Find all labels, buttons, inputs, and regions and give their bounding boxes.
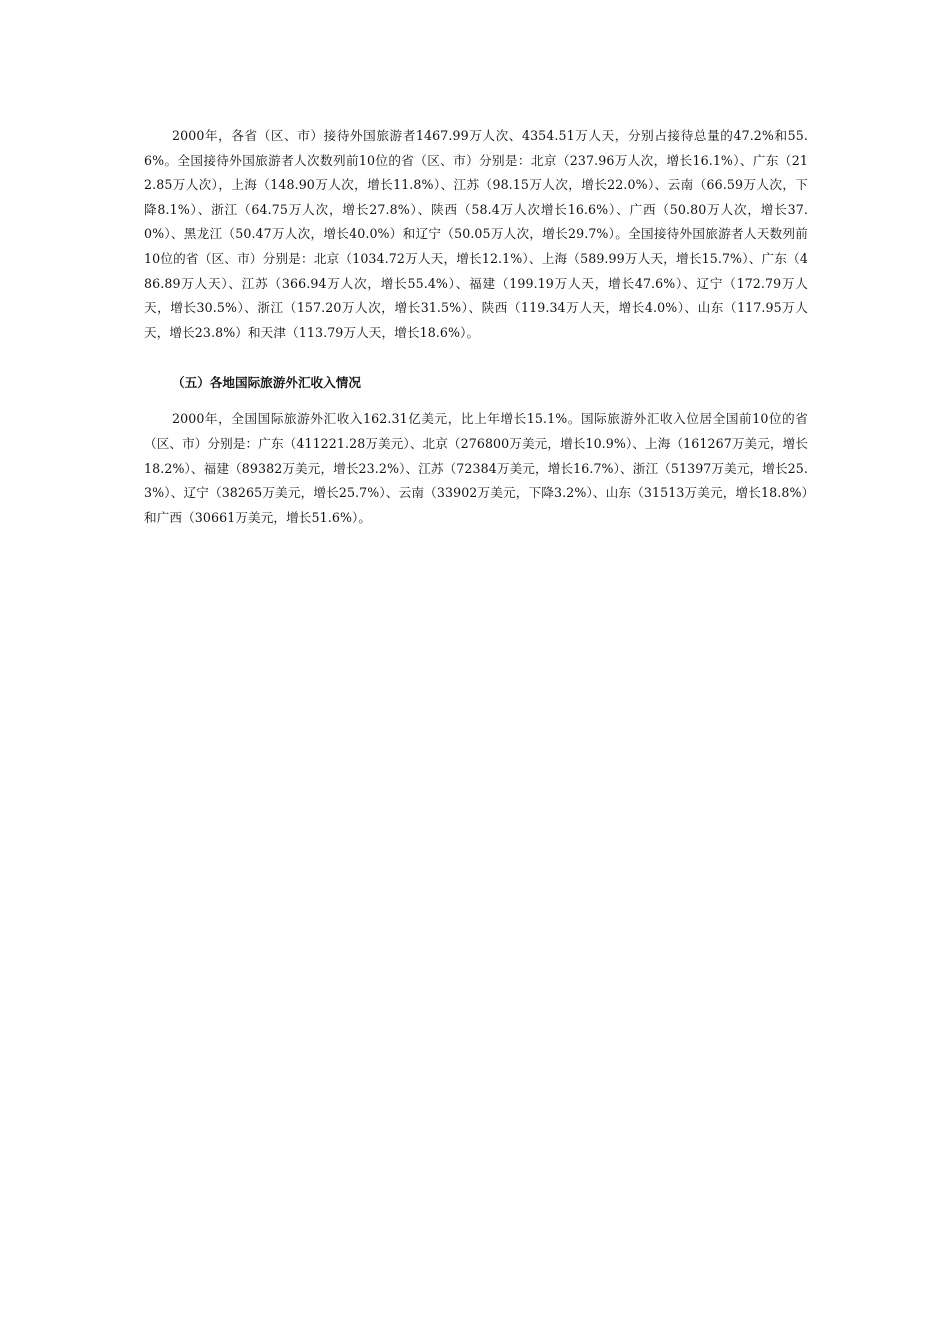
section-heading-5: （五）各地国际旅游外汇收入情况 xyxy=(172,375,361,391)
document-page xyxy=(144,124,808,530)
paragraph-forex-income: 2000年，全国国际旅游外汇收入162.31亿美元，比上年增长15.1%。国际旅游外汇收入位居全国前10位的省（区、市）分别是：广东（411221.28万美元）、北京（276800万美元，增长10.9%）、上海（161267万美元，增长18.2%）、福建（89382万美元，增长23.2%）、江苏（72384万美元，增长16.7%）、浙江（51397万美元，增长25.3%）、辽宁（38265万美元，增长25.7%）、云南（33902万美元，下降3.2%）、山东（31513万美元，增长18.8%）和广西（30661万美元，增长51.6%）。 xyxy=(144,411,808,525)
paragraph-foreign-visitors: 2000年，各省（区、市）接待外国旅游者1467.99万人次、4354.51万人天，分别占接待总量的47.2%和55.6%。全国接待外国旅游者人次数列前10位的省（区、市）分别是：北京（237.96万人次，增长16.1%）、广东（212.85万人次），上海（148.90万人次，增长11.8%）、江苏（98.15万人次，增长22.0%）、云南（66.59万人次，下降8.1%）、浙江（64.75万人次，增长27.8%）、陕西（58.4万人次增长16.6%）、广西（50.80万人次，增长37.0%）、黑龙江（50.47万人次，增长40.0%）和辽宁（50.05万人次，增长29.7%）。全国接待外国旅游者人天数列前10位的省（区、市）分别是：北京（1034.72万人天，增长12.1%）、上海（589.99万人天，增长15.7%）、广东（486.89万人天）、江苏（366.94万人次，增长55.4%）、福建（199.19万人天，增长47.6%）、辽宁（172.79万人天，增长30.5%）、浙江（157.20万人次，增长31.5%）、陕西（119.34万人天，增长4.0%）、山东（117.95万人天，增长23.8%）和天津（113.79万人天，增长18.6%）。 xyxy=(144,128,808,340)
